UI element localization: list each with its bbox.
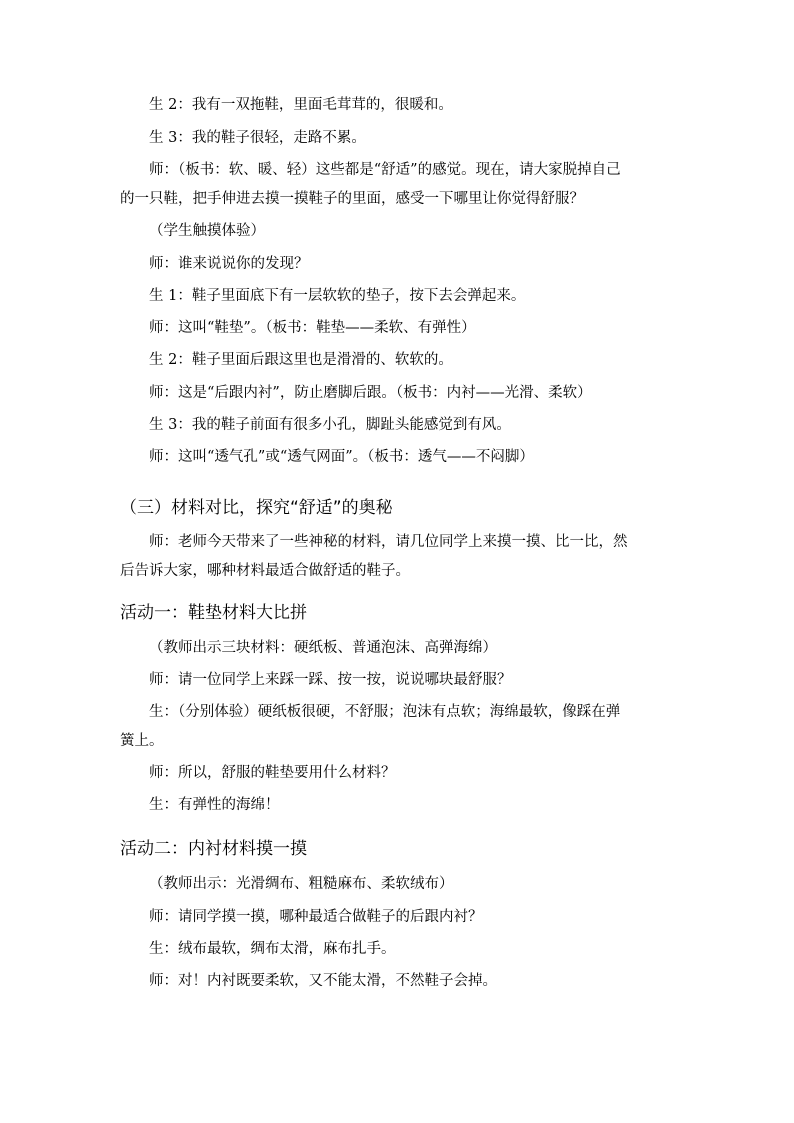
stage-direction: （学生触摸体验）	[149, 223, 265, 239]
section-intro-continuation: 后告诉大家，哪种材料最适合做舒适的鞋子。	[120, 563, 410, 579]
dialogue-line: 生：（分别体验）硬纸板很硬，不舒服；泡沫有点软；海绵最软，像踩在弹	[149, 704, 621, 720]
dialogue-line: 师：谁来说说你的发现？	[149, 256, 309, 272]
dialogue-line: 师：这叫“鞋垫”。（板书：鞋垫——柔软、有弹性）	[149, 320, 476, 336]
dialogue-line: 师：请同学摸一摸，哪种最适合做鞋子的后跟内衬？	[149, 909, 483, 925]
section-heading: （三）材料对比，探究“舒适”的奥秘	[120, 498, 393, 518]
dialogue-line: 师：（板书：软、暖、轻）这些都是“舒适”的感觉。现在，请大家脱掉自己	[149, 162, 621, 178]
dialogue-line: 师：请一位同学上来踩一踩、按一按，说说哪块最舒服？	[149, 672, 512, 688]
dialogue-line: 生 3：我的鞋子前面有很多小孔，脚趾头能感觉到有风。	[149, 417, 511, 433]
section-intro: 师：老师今天带来了一些神秘的材料，请几位同学上来摸一摸、比一比，然	[149, 534, 628, 550]
stage-direction: （教师出示：光滑绸布、粗糙麻布、柔软绒布）	[149, 876, 454, 892]
dialogue-line: 生：有弹性的海绵！	[149, 797, 280, 813]
dialogue-line: 师：所以，舒服的鞋垫要用什么材料？	[149, 765, 396, 781]
activity-heading: 活动二：内衬材料摸一摸	[120, 839, 307, 859]
dialogue-line: 生：绒布最软，绸布太滑，麻布扎手。	[149, 941, 396, 957]
activity-heading: 活动一：鞋垫材料大比拼	[120, 603, 307, 623]
dialogue-line: 师：这叫“透气孔”或“透气网面”。（板书：透气——不闷脚）	[149, 449, 534, 465]
dialogue-line: 师：对！内衬既要柔软，又不能太滑，不然鞋子会掉。	[149, 973, 497, 989]
dialogue-line-continuation: 的一只鞋，把手伸进去摸一摸鞋子的里面，感受一下哪里让你觉得舒服？	[120, 191, 584, 207]
dialogue-line-continuation: 簧上。	[120, 733, 164, 749]
dialogue-line: 生 2：我有一双拖鞋，里面毛茸茸的，很暖和。	[149, 97, 453, 113]
dialogue-line: 生 1：鞋子里面底下有一层软软的垫子，按下去会弹起来。	[149, 288, 526, 304]
dialogue-line: 生 2：鞋子里面后跟这里也是滑滑的、软软的。	[149, 352, 453, 368]
stage-direction: （教师出示三块材料：硬纸板、普通泡沫、高弹海绵）	[149, 640, 497, 656]
dialogue-line: 生 3：我的鞋子很轻，走路不累。	[149, 130, 366, 146]
dialogue-line: 师：这是“后跟内衬”，防止磨脚后跟。（板书：内衬——光滑、柔软）	[149, 385, 592, 401]
